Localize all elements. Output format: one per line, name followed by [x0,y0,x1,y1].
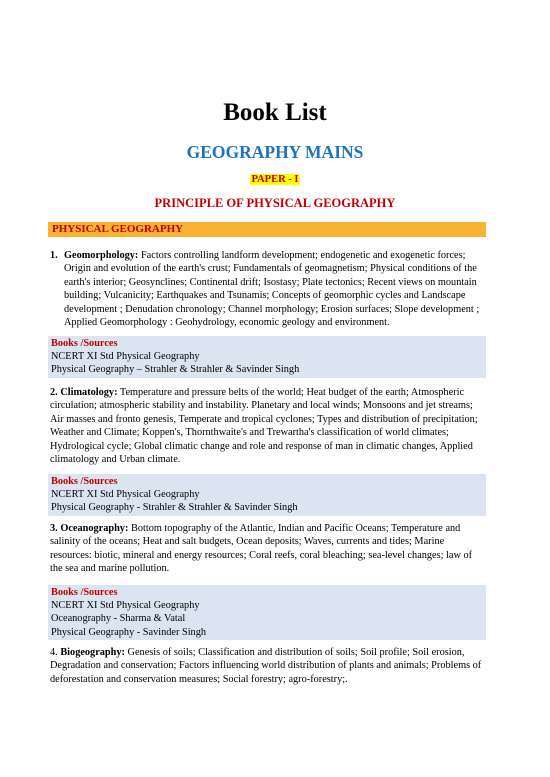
books-box [48,585,486,640]
topic-number: 1. [50,250,58,261]
book-item: Physical Geography - Strahler & Strahler & Savinder Singh [51,502,298,514]
topic-heading: Geomorphology: [64,250,139,261]
section-header: PHYSICAL GEOGRAPHY [48,222,486,237]
topic-text: Bottom topography of the Atlantic, Indian and Pacific Oceans; Temperature and salinity of the oceans; Heat and salt budgets, Ocean deposits; Waves, currents and tides; Marine resources: biotic, mineral and energy resources; Coral reefs, coral bleaching; sea-level changes; law of the sea and marine pollution. [50,523,473,575]
topic-heading: Oceanography: [60,523,129,534]
books-heading: Books /Sources [51,587,118,598]
topic-text: Factors controlling landform development; endogenetic and exogenetic forces; Origin and evolution of the earth's crust; Fundamentals of geomagnetism; Physical conditions of the earth's interior; Geosynclines; Continental drift; Isostasy; Plate tectonics; Recent views on mountain building; Vulcanicity; Earthquakes and Tsunamis; Concepts of geomorphic cycles and Landscape development ; Denudation chronology; Channel morphology; Erosion surfaces; Slope development ; Applied Geomorphology : Geohydrology, economic geology and environment. [64,250,480,329]
topic-heading: Climatology: [60,387,118,398]
paper-label: PAPER - I [251,174,299,185]
subject-heading: GEOGRAPHY MAINS [186,142,364,162]
page-title: Book List [223,99,327,126]
topic-biogeography [50,646,486,686]
topic-number: 3. [50,523,58,534]
book-item: Oceanography - Sharma & Vatal [51,613,186,625]
books-heading: Books /Sources [51,476,118,487]
book-item: Physical Geography – Strahler & Strahler & Savinder Singh [51,364,300,376]
topic-number: 2. [50,387,58,398]
book-item: NCERT XI Std Physical Geography [51,489,200,501]
principle-heading: PRINCIPLE OF PHYSICAL GEOGRAPHY [154,196,396,210]
topic-text: Temperature and pressure belts of the world; Heat budget of the earth; Atmospheric circulation; atmospheric stability and instability. Planetary and local winds; Monsoons and jet streams; Air masses and fronto genesis, Temperate and tropical cyclones; Types and distribution of precipitation; Weather and Climate; Koppen's, Thornthwaite's and Trewartha's classification of world climates; Hydrological cycle; Global climatic change and role and response of man in climatic changes, Applied climatology and Urban climate. [50,387,478,466]
topic-climatology [50,386,486,466]
book-item: Physical Geography - Savinder Singh [51,626,207,638]
topic-number: 4. [50,647,58,658]
book-item: NCERT XI Std Physical Geography [51,600,200,612]
topic-oceanography [50,522,486,576]
book-item: NCERT XI Std Physical Geography [51,351,200,363]
topic-heading: Biogeography: [60,647,125,658]
books-heading: Books /Sources [51,338,118,349]
books-box [48,336,486,378]
topic-text: Genesis of soils; Classification and distribution of soils; Soil profile; Soil erosion, Degradation and conservation; Factors influencing world distribution of plants and animals; Problems of deforestation and conservation measures; Social forestry; agro-forestry;. [50,647,482,685]
paper-label-row [0,171,550,187]
books-box [48,474,486,516]
topic-geomorphology [50,249,486,329]
